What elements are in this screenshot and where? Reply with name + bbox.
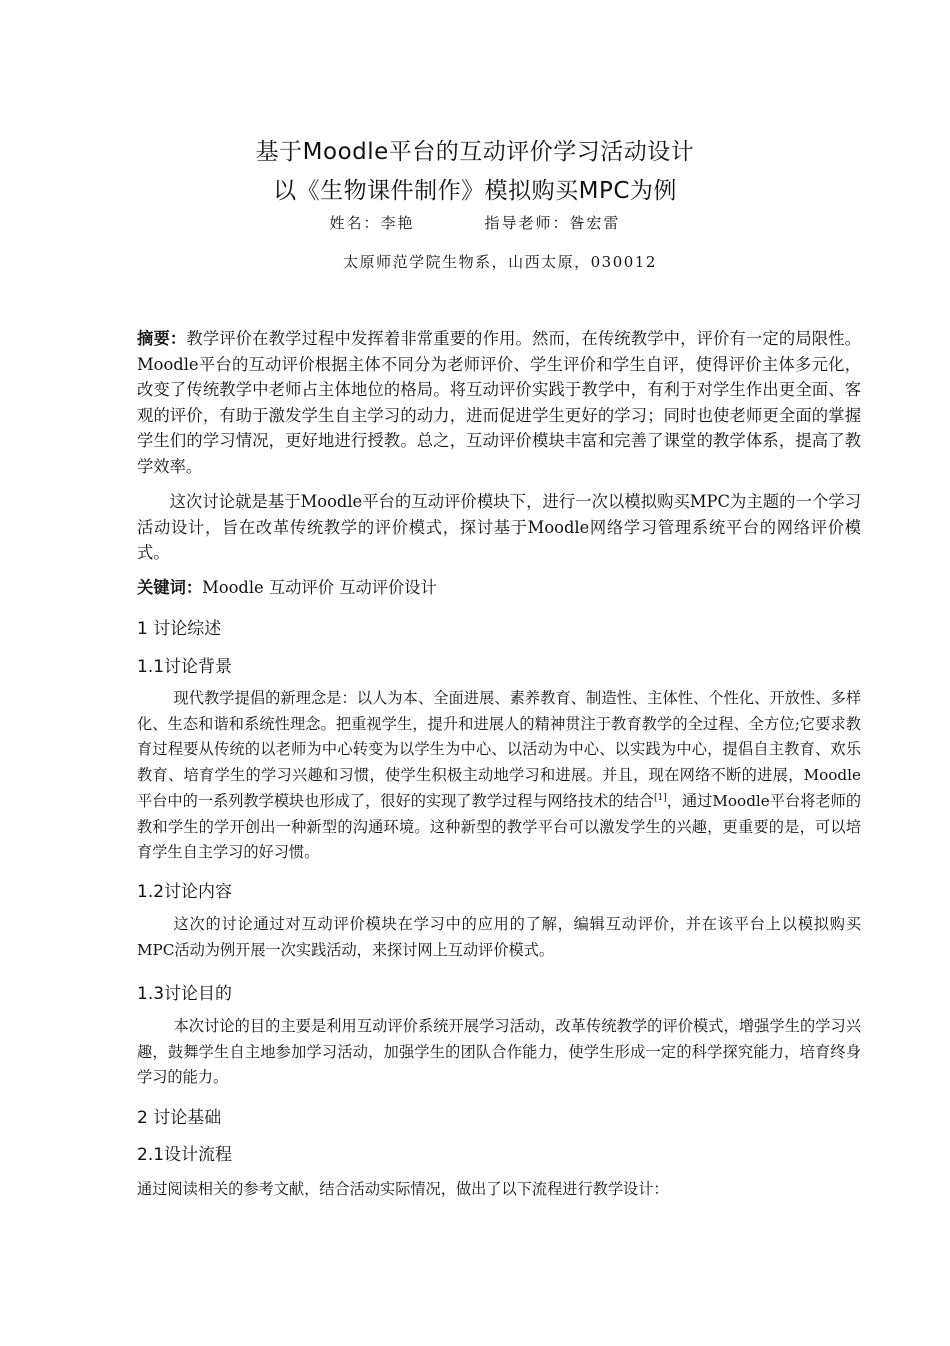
section-heading-1-2: 1.2讨论内容 bbox=[137, 882, 233, 902]
citation-1: [1] bbox=[653, 792, 667, 803]
abstract-text: 教学评价在教学过程中发挥着非常重要的作用。然而，在传统教学中，评价有一定的局限性。Moodle平台的互动评价根据主体不同分为老师评价、学生评价和学生自评，使得评价主体多元化，改变了传统教学中老师占主体地位的格局。将互动评价实践于教学中，有利于对学生作出更全面、客观的评价，有助于激发学生自主学习的动力，进而促进学生更好的学习；同时也使老师更全面的掌握学生们的学习情况，更好地进行授教。总之，互动评价模块丰富和完善了课堂的教学体系，提高了教学效率。 bbox=[137, 329, 861, 476]
section-heading-2: 2 讨论基础 bbox=[137, 1108, 222, 1128]
section-1-1-paragraph bbox=[137, 686, 861, 866]
abstract-paragraph bbox=[137, 326, 861, 479]
section-heading-1: 1 讨论综述 bbox=[137, 619, 222, 639]
section-heading-1-3: 1.3讨论目的 bbox=[137, 984, 233, 1004]
advisor-name: 指导老师：昝宏雷 bbox=[484, 214, 621, 232]
keywords-line bbox=[137, 575, 861, 601]
author-name: 姓名：李艳 bbox=[329, 214, 415, 232]
section-1-1-text-a: 现代教学提倡的新理念是：以人为本、全面进展、素养教育、制造性、主体性、个性化、开放性、多样化、生态和谐和系统性理念。把重视学生，提升和进展人的精神贯注于教育教学的全过程、全方位;它要求教育过程要从传统的以老师为中心转变为以学生为中心、以活动为中心、以实践为中心，提倡自主教育、欢乐教育、培育学生的学习兴趣和习惯，使学生积极主动地学习和进展。并且，现在网络不断的进展，Moodle平台中的一系列教学模块也形成了，很好的实现了教学过程与网络技术的结合 bbox=[137, 689, 861, 810]
abstract-paragraph-2: 这次讨论就是基于Moodle平台的互动评价模块下，进行一次以模拟购买MPC为主题的一个学习活动设计，旨在改革传统教学的评价模式，探讨基于Moodle网络学习管理系统平台的网络评价模式。 bbox=[137, 492, 861, 562]
section-1-3-paragraph: 本次讨论的目的主要是利用互动评价系统开展学习活动，改革传统教学的评价模式，增强学生的学习兴趣，鼓舞学生自主地参加学习活动，加强学生的团队合作能力，使学生形成一定的科学探究能力，培育终身学习的能力。 bbox=[137, 1017, 861, 1087]
section-heading-1-1: 1.1讨论背景 bbox=[137, 657, 233, 677]
title-line-2: 以《生物课件制作》模拟购买MPC为例 bbox=[273, 178, 677, 204]
keywords-label: 关键词： bbox=[137, 578, 203, 597]
title-line-1: 基于Moodle平台的互动评价学习活动设计 bbox=[255, 139, 695, 165]
section-heading-2-1: 2.1设计流程 bbox=[137, 1145, 233, 1165]
section-2-1-paragraph: 通过阅读相关的参考文献，结合活动实际情况，做出了以下流程进行教学设计： bbox=[137, 1180, 669, 1198]
author-line bbox=[0, 212, 950, 233]
abstract-label: 摘要： bbox=[137, 329, 187, 348]
section-1-2-paragraph: 这次的讨论通过对互动评价模块在学习中的应用的了解，编辑互动评价，并在该平台上以模拟购买MPC活动为例开展一次实践活动，来探讨网上互动评价模式。 bbox=[137, 915, 861, 959]
section-1-1-text-b: ，通过Moodle平台将老师的教和学生的学开创出一种新型的沟通环境。这种新型的教学平台可以激发学生的兴趣，更重要的是，可以培育学生自主学习的好习惯。 bbox=[137, 791, 862, 862]
keywords-text: Moodle 互动评价 互动评价设计 bbox=[202, 578, 437, 597]
affiliation: 太原师范学院生物系，山西太原，030012 bbox=[343, 253, 657, 271]
